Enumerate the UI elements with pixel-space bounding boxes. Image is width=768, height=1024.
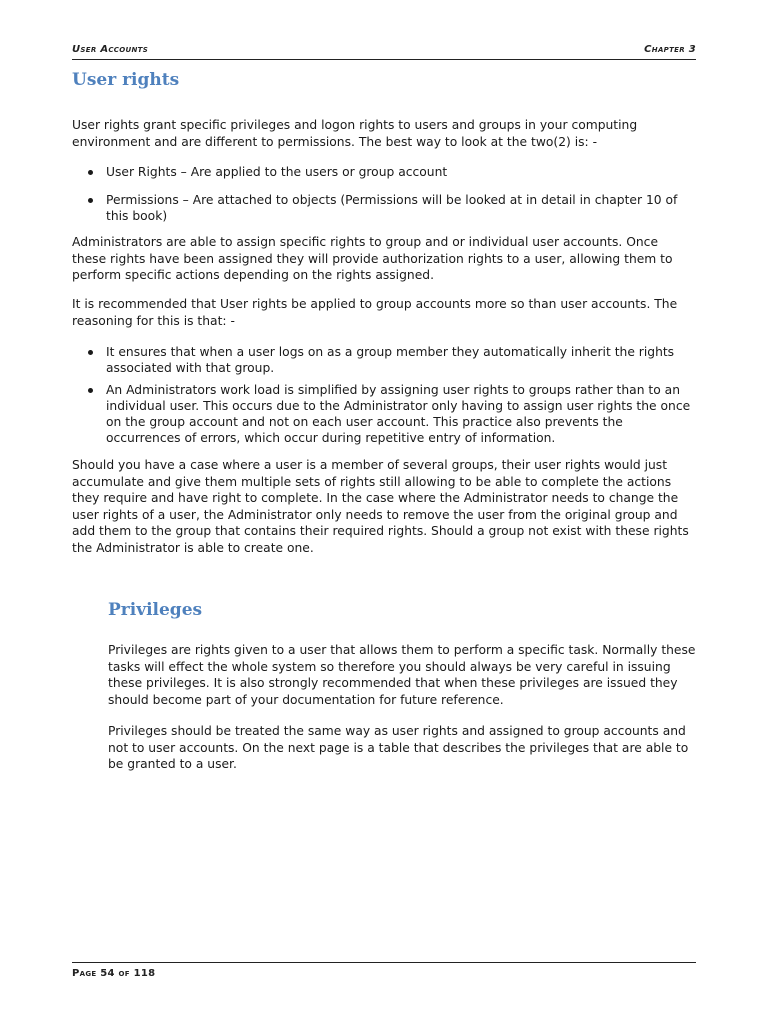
reasoning-list — [80, 344, 696, 446]
bullet-icon — [88, 350, 93, 355]
bullet-icon — [88, 198, 93, 203]
list-item — [80, 382, 696, 446]
intro-text: User rights grant specific privileges and logon rights to users and groups in your computing environment and are different to permissions. The best way to look at the two(2) is: - — [72, 118, 638, 149]
paragraph-text: Privileges should be treated the same way as user rights and assigned to group accounts and not to user accounts. On the next page is a table that describes the privileges that are able to be granted to a user. — [108, 724, 689, 771]
paragraph-text: It is recommended that User rights be applied to group accounts more so than user accounts. The reasoning for this is that: - — [72, 297, 678, 328]
header-rule — [72, 59, 696, 60]
running-footer — [72, 962, 696, 982]
multiple-groups-paragraph — [72, 457, 696, 556]
intro-paragraph — [72, 117, 692, 150]
administrators-paragraph — [72, 234, 696, 284]
header-left: User Accounts — [72, 44, 149, 55]
list-item-text: User Rights – Are applied to the users or group account — [106, 165, 448, 179]
page-number: Page 54 of 118 — [72, 968, 156, 979]
list-item-text: It ensures that when a user logs on as a group member they automatically inherit the rights associated with that group. — [106, 345, 675, 375]
list-item — [80, 192, 692, 224]
running-header — [72, 44, 696, 60]
header-right: Chapter 3 — [644, 44, 696, 55]
section-title-user-rights: User rights — [72, 70, 180, 90]
paragraph-text: Should you have a case where a user is a member of several groups, their user rights would just accumulate and give them multiple sets of rights still allowing to be able to complete the actions they require and have right to complete. In the case where the Administrator needs to change the user rights of a user, the Administrator only needs to remove the user from the original group and add them to the group that contains their required rights. Should a group not exist with these rights the Administrator is able to create one. — [72, 458, 689, 555]
privileges-paragraph-2 — [108, 723, 696, 773]
paragraph-text: Administrators are able to assign specific rights to group and or individual user accounts. Once these rights have been assigned they will provide authorization rights to a user, allowing them to perform specific actions depending on the rights assigned. — [72, 235, 673, 282]
recommendation-paragraph — [72, 296, 692, 329]
list-item — [80, 344, 696, 376]
bullet-icon — [88, 170, 93, 175]
footer-rule — [72, 962, 696, 963]
privileges-paragraph-1 — [108, 642, 696, 708]
list-item — [80, 164, 692, 180]
list-item-text: Permissions – Are attached to objects (Permissions will be looked at in detail in chapter 10 of this book) — [106, 193, 678, 223]
list-item-text: An Administrators work load is simplified by assigning user rights to groups rather than to an individual user. This occurs due to the Administrator only having to assign user rights the once on the group account and not on each user account. This practice also prevents the occurrences of errors, which occur during repetitive entry of information. — [106, 383, 691, 445]
section-title-privileges: Privileges — [108, 600, 203, 620]
bullet-icon — [88, 388, 93, 393]
rights-types-list — [80, 164, 692, 224]
paragraph-text: Privileges are rights given to a user that allows them to perform a specific task. Normally these tasks will effect the whole system so therefore you should always be very careful in issuing these privileges. It is also strongly recommended that when these privileges are issued they should become part of your documentation for future reference. — [108, 643, 696, 707]
